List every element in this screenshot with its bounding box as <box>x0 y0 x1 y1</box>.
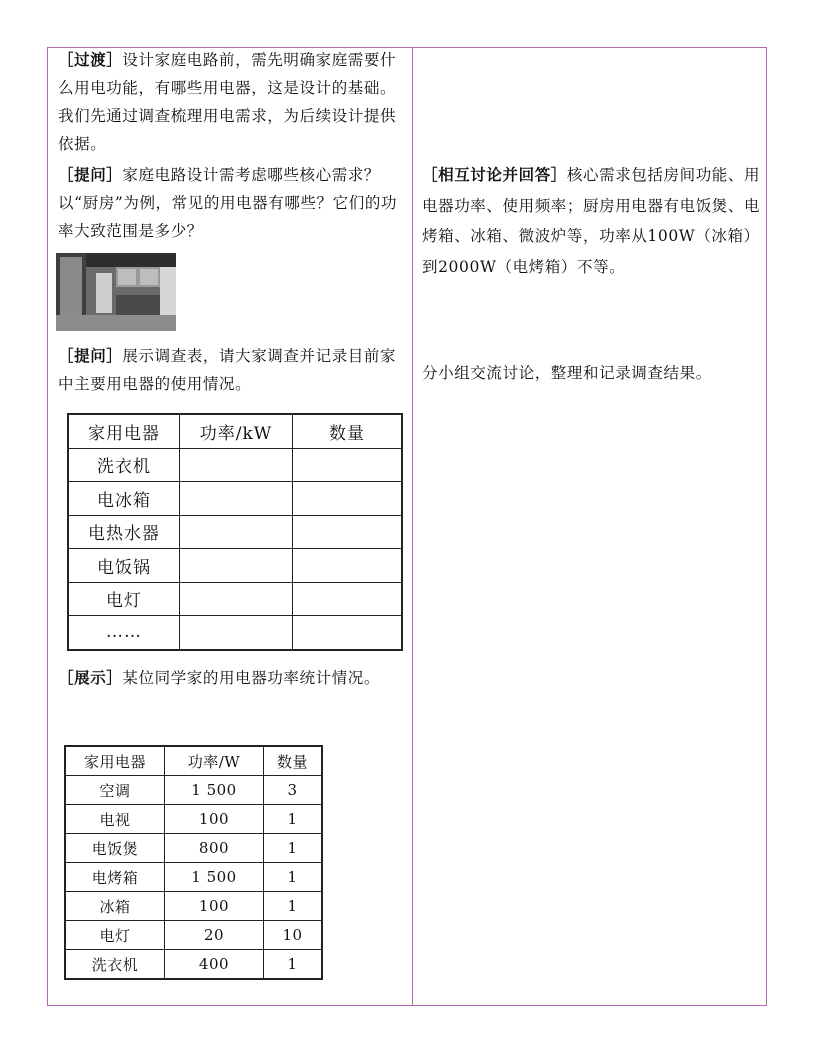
stats-cell: 空调 <box>65 776 165 805</box>
question-paragraph-2 <box>58 342 398 398</box>
kitchen-photo-image <box>56 253 176 331</box>
stats-header-cell: 功率/W <box>165 746 264 776</box>
stats-cell: 20 <box>165 921 264 950</box>
kitchen-photo <box>56 253 176 331</box>
stats-cell: 1 <box>264 950 323 980</box>
survey-cell <box>293 549 403 583</box>
stats-cell: 800 <box>165 834 264 863</box>
display-tag: ［展示］ <box>58 669 123 687</box>
stats-cell: 电烤箱 <box>65 863 165 892</box>
column-divider <box>412 47 413 1006</box>
stats-cell: 电饭煲 <box>65 834 165 863</box>
stats-row <box>65 892 322 921</box>
stats-row <box>65 776 322 805</box>
question-text-2: 展示调查表，请大家调查并记录目前家中主要用电器的使用情况。 <box>58 347 397 393</box>
survey-cell: 电冰箱 <box>68 482 180 516</box>
display-text: 某位同学家的用电器功率统计情况。 <box>122 669 381 687</box>
stats-cell: 洗衣机 <box>65 950 165 980</box>
survey-row <box>68 616 402 650</box>
survey-row <box>68 549 402 583</box>
stats-header-cell: 家用电器 <box>65 746 165 776</box>
stats-cell: 100 <box>165 805 264 834</box>
stats-row <box>65 950 322 980</box>
stats-header-cell: 数量 <box>264 746 323 776</box>
survey-row <box>68 582 402 616</box>
survey-row <box>68 482 402 516</box>
survey-header-cell: 数量 <box>293 414 403 448</box>
survey-cell <box>180 448 293 482</box>
question-text-1: 家庭电路设计需考虑哪些核心需求？以“厨房”为例，常见的用电器有哪些？它们的功率大致范围是多少？ <box>58 166 398 240</box>
stats-cell: 电灯 <box>65 921 165 950</box>
stats-cell: 1 <box>264 892 323 921</box>
stats-row <box>65 834 322 863</box>
stats-cell: 10 <box>264 921 323 950</box>
stats-cell: 1 <box>264 834 323 863</box>
survey-cell: 洗衣机 <box>68 448 180 482</box>
survey-cell <box>293 582 403 616</box>
survey-cell <box>180 515 293 549</box>
discussion-paragraph <box>422 160 762 282</box>
survey-header-cell: 家用电器 <box>68 414 180 448</box>
transition-paragraph <box>58 46 398 158</box>
stats-cell: 100 <box>165 892 264 921</box>
question-tag-1: ［提问］ <box>58 166 123 184</box>
stats-cell: 1 500 <box>165 863 264 892</box>
survey-cell: 电灯 <box>68 582 180 616</box>
survey-header-row <box>68 414 402 448</box>
survey-cell <box>180 549 293 583</box>
survey-table <box>67 413 403 651</box>
discussion-tag: ［相互讨论并回答］ <box>422 166 567 184</box>
stats-cell: 1 <box>264 863 323 892</box>
survey-cell: 电热水器 <box>68 515 180 549</box>
survey-cell <box>293 515 403 549</box>
power-stats-table <box>64 745 323 980</box>
stats-row <box>65 805 322 834</box>
survey-cell <box>293 482 403 516</box>
survey-row <box>68 515 402 549</box>
survey-cell: 电饭锅 <box>68 549 180 583</box>
survey-cell <box>180 482 293 516</box>
survey-cell <box>293 616 403 650</box>
survey-cell <box>180 616 293 650</box>
stats-cell: 电视 <box>65 805 165 834</box>
question-paragraph-1 <box>58 161 398 245</box>
display-paragraph <box>58 664 398 692</box>
stats-row <box>65 921 322 950</box>
transition-text: 设计家庭电路前，需先明确家庭需要什么用电功能，有哪些用电器，这是设计的基础。我们先通过调查梳理用电需求，为后续设计提供依据。 <box>58 51 397 153</box>
survey-header-cell: 功率/kW <box>180 414 293 448</box>
stats-cell: 1 <box>264 805 323 834</box>
stats-cell: 1 500 <box>165 776 264 805</box>
stats-cell: 冰箱 <box>65 892 165 921</box>
stats-cell: 400 <box>165 950 264 980</box>
question-tag-2: ［提问］ <box>58 347 123 365</box>
survey-cell: …… <box>68 616 180 650</box>
discussion-text: 核心需求包括房间功能、用电器功率、使用频率；厨房用电器有电饭煲、电烤箱、冰箱、微波炉等，功率从100W（冰箱）到2000W（电烤箱）不等。 <box>422 166 761 276</box>
survey-cell <box>180 582 293 616</box>
group-activity-paragraph <box>422 359 762 387</box>
group-activity-text: 分小组交流讨论，整理和记录调查结果。 <box>422 364 712 382</box>
survey-cell <box>293 448 403 482</box>
stats-cell: 3 <box>264 776 323 805</box>
survey-row <box>68 448 402 482</box>
stats-row <box>65 863 322 892</box>
transition-tag: ［过渡］ <box>58 51 123 69</box>
stats-header-row <box>65 746 322 776</box>
